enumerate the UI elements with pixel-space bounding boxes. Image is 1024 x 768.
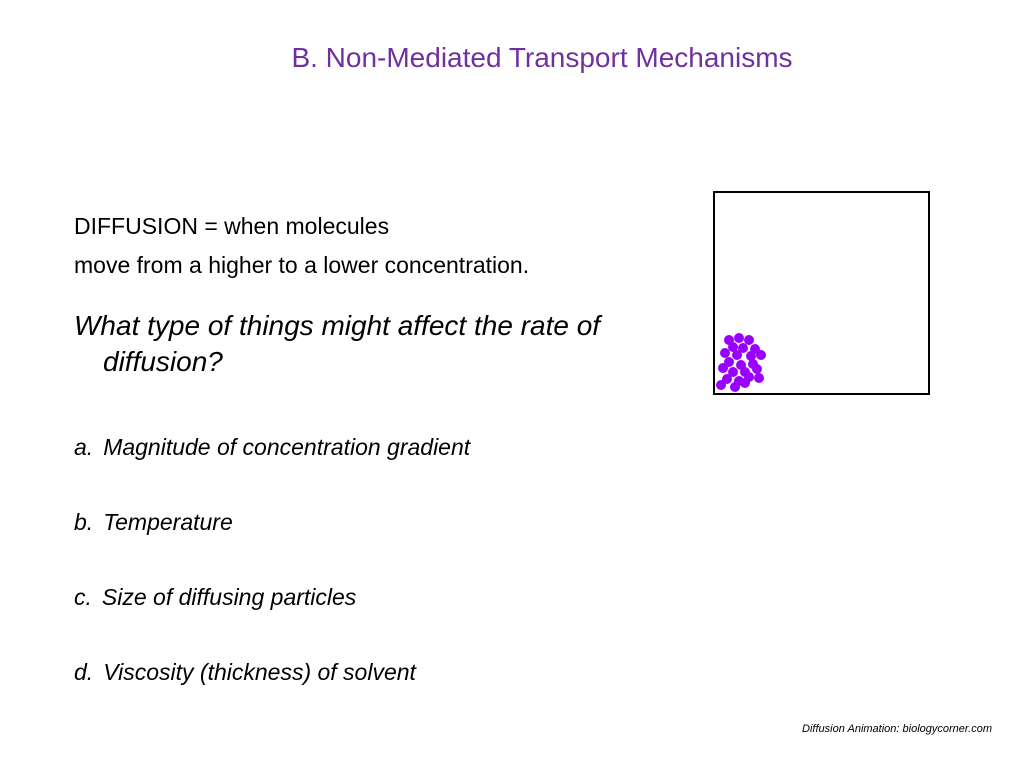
definition-line-1: DIFFUSION = when molecules <box>74 213 390 239</box>
factor-letter: b. <box>74 509 94 535</box>
factor-item-a <box>74 432 470 462</box>
definition-text <box>74 207 694 285</box>
factor-text: Size of diffusing particles <box>101 584 357 610</box>
particle <box>740 378 750 388</box>
particle <box>730 382 740 392</box>
particle <box>752 364 762 374</box>
factor-item-b <box>74 507 233 537</box>
particle <box>720 348 730 358</box>
particle <box>756 350 766 360</box>
factor-letter: a. <box>74 434 94 460</box>
animation-credit: Diffusion Animation: biologycorner.com <box>802 723 992 735</box>
factor-text: Magnitude of concentration gradient <box>103 434 471 460</box>
particle <box>732 350 742 360</box>
particle <box>744 335 754 345</box>
particle <box>716 380 726 390</box>
particle <box>734 333 744 343</box>
factor-item-d <box>74 657 416 687</box>
factor-letter: c. <box>74 584 92 610</box>
diffusion-particles <box>715 193 928 393</box>
factor-letter: d. <box>74 659 94 685</box>
particle <box>718 363 728 373</box>
diffusion-animation-box <box>713 191 930 395</box>
slide-title: B. Non-Mediated Transport Mechanisms <box>291 42 793 73</box>
factor-text: Temperature <box>103 509 233 535</box>
question-text: What type of things might affect the rate of diffusion? <box>74 310 601 377</box>
title-area <box>0 0 1024 100</box>
particle <box>754 373 764 383</box>
factor-text: Viscosity (thickness) of solvent <box>103 659 416 685</box>
factor-item-c <box>74 582 356 612</box>
definition-line-2: move from a higher to a lower concentration. <box>74 252 530 278</box>
